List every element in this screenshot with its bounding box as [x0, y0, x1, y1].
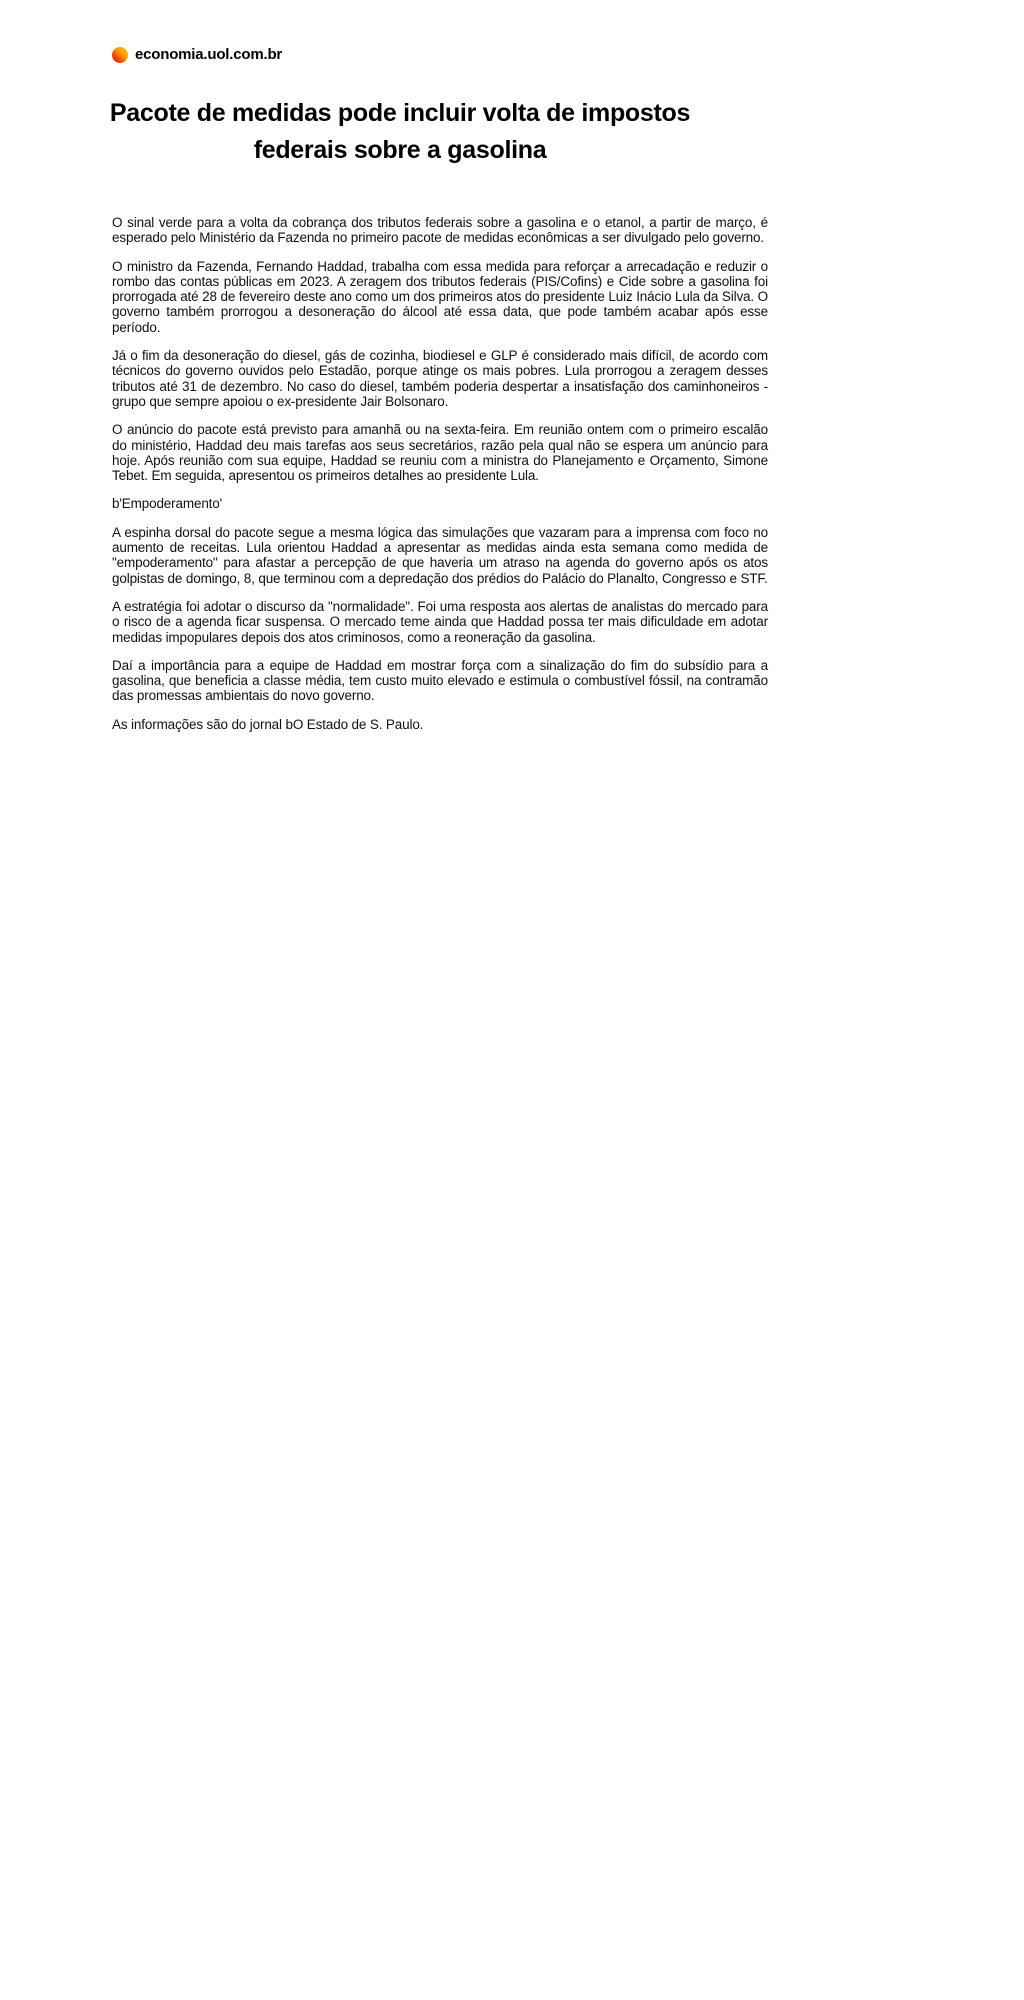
- article-paragraph: A espinha dorsal do pacote segue a mesma lógica das simulações que vazaram para a imprensa com foco no aumento de receitas. Lula orientou Haddad a apresentar as medidas ainda esta semana como medida de "empoderamento" para afastar a percepção de que haveria um atraso na agenda do governo após os atos golpistas de domingo, 8, que terminou com a depredação dos prédios do Palácio do Planalto, Congresso e STF.: [112, 524, 768, 586]
- article-paragraph: Já o fim da desoneração do diesel, gás de cozinha, biodiesel e GLP é considerado mais difícil, de acordo com técnicos do governo ouvidos pelo Estadão, porque atinge os mais pobres. Lula prorrogou a zeragem desses tributos até 31 de dezembro. No caso do diesel, também poderia despertar a insatisfação dos caminhoneiros - grupo que sempre apoiou o ex-presidente Jair Bolsonaro.: [112, 348, 768, 409]
- article-paragraph: As informações são do jornal bO Estado de S. Paulo.: [112, 716, 424, 732]
- article-paragraph: O ministro da Fazenda, Fernando Haddad, trabalha com essa medida para reforçar a arrecadação e reduzir o rombo das contas públicas em 2023. A zeragem dos tributos federais (PIS/Cofins) e Cide sobre a gasolina foi prorrogada até 28 de fevereiro deste ano como um dos primeiros atos do presidente Luiz Inácio Lula da Silva. O governo também prorrogou a desoneração do álcool até essa data, que pode também acabar após esse período.: [112, 258, 768, 335]
- site-brand-link[interactable]: economia.uol.com.br: [135, 46, 283, 63]
- site-header: [112, 0, 1024, 63]
- article-paragraph: O anúncio do pacote está previsto para amanhã ou na sexta-feira. Em reunião ontem com o primeiro escalão do ministério, Haddad deu mais tarefas aos seus secretários, razão pela qual não se espera um anúncio para hoje. Após reunião com sua equipe, Haddad se reuniu com a ministra do Planejamento e Orçamento, Simone Tebet. Em seguida, apresentou os primeiros detalhes ao presidente Lula.: [112, 422, 768, 484]
- article-subhead: b'Empoderamento': [112, 496, 223, 512]
- article-paragraph: Daí a importância para a equipe de Haddad em mostrar força com a sinalização do fim do subsídio para a gasolina, que beneficia a classe média, tem custo muito elevado e estimula o combustível fóssil, na contramão das promessas ambientais do novo governo.: [112, 657, 768, 704]
- article-body: [112, 215, 768, 732]
- article-paragraph: O sinal verde para a volta da cobrança dos tributos federais sobre a gasolina e o etanol, a partir de março, é esperado pelo Ministério da Fazenda no primeiro pacote de medidas econômicas a ser divulgado pelo governo.: [112, 215, 768, 246]
- article-paragraph: A estratégia foi adotar o discurso da "normalidade". Foi uma resposta aos alertas de analistas do mercado para o risco de a agenda ficar suspensa. O mercado teme ainda que Haddad possa ter mais dificuldade em adotar medidas impopulares depois dos atos criminosos, como a reoneração da gasolina.: [112, 598, 768, 645]
- article-headline: Pacote de medidas pode incluir volta de impostos federais sobre a gasolina: [109, 99, 691, 164]
- uol-logo-icon[interactable]: [112, 47, 128, 63]
